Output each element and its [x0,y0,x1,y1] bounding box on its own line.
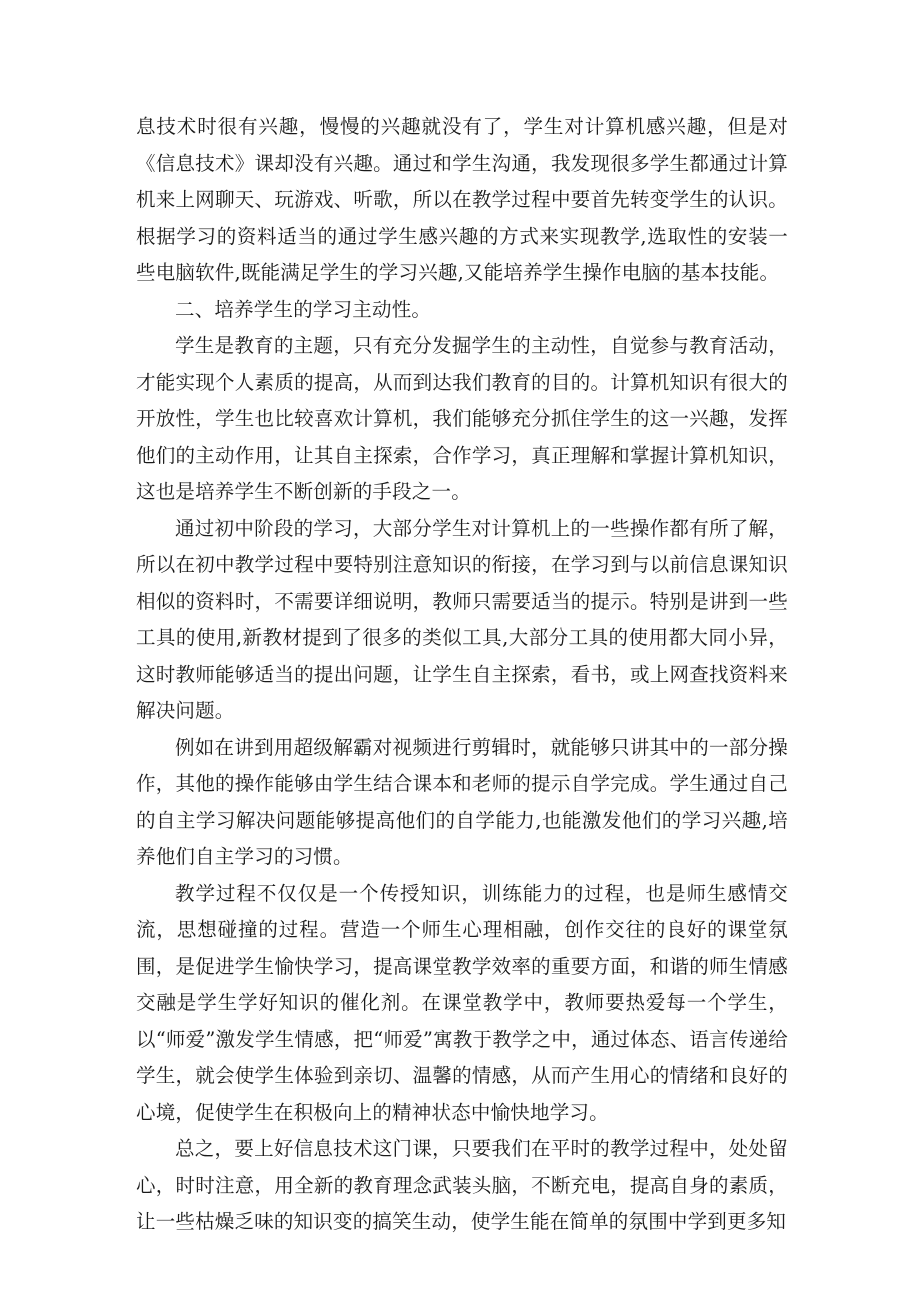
paragraph: 通过初中阶段的学习，大部分学生对计算机上的一些操作都有所了解，所以在初中教学过程中要特别注意知识的衔接，在学习到与以前信息课知识相似的资料时，不需要详细说明，教师只需要适当的提示。特别是讲到一些工具的使用,新教材提到了很多的类似工具,大部分工具的使用都大同小异，这时教师能够适当的提出问题，让学生自主探索，看书，或上网查找资料来解决问题。 [136,516,788,722]
section-heading: 二、培养学生的学习主动性。 [175,297,432,321]
document-body [136,109,788,1241]
paragraph: 例如在讲到用超级解霸对视频进行剪辑时，就能够只讲其中的一部分操作，其他的操作能够由学生结合课本和老师的提示自学完成。学生通过自己的自主学习解决问题能够提高他们的自学能力,也能激发他们的学习兴趣,培养他们自主学习的习惯。 [136,735,788,868]
paragraph: 学生是教育的主题，只有充分发掘学生的主动性，自觉参与教育活动，才能实现个人素质的提高，从而到达我们教育的目的。计算机知识有很大的开放性，学生也比较喜欢计算机，我们能够充分抓住学生的这一兴趣，发挥他们的主动作用，让其自主探索，合作学习，真正理解和掌握计算机知识，这也是培养学生不断创新的手段之一。 [136,334,788,503]
paragraph-continued: 息技术时很有兴趣，慢慢的兴趣就没有了，学生对计算机感兴趣，但是对《信息技术》课却没有兴趣。通过和学生沟通，我发现很多学生都通过计算机来上网聊天、玩游戏、听歌，所以在教学过程中要首先转变学生的认识。根据学习的资料适当的通过学生感兴趣的方式来实现教学,选取性的安装一些电脑软件,既能满足学生的学习兴趣,又能培养学生操作电脑的基本技能。 [136,115,788,284]
paragraph: 教学过程不仅仅是一个传授知识，训练能力的过程，也是师生感情交流，思想碰撞的过程。营造一个师生心理相融，创作交往的良好的课堂氛围，是促进学生愉快学习，提高课堂教学效率的重要方面，和谐的师生情感交融是学生学好知识的催化剂。在课堂教学中，教师要热爱每一个学生，以“师爱”激发学生情感，把“师爱”寓教于教学之中，通过体态、语言传递给学生，就会使学生体验到亲切、温馨的情感，从而产生用心的情绪和良好的心境，促使学生在积极向上的精神状态中愉快地学习。 [136,881,788,1124]
paragraph-truncated: 总之，要上好信息技术这门课，只要我们在平时的教学过程中，处处留心，时时注意，用全新的教育理念武装头脑，不断充电，提高自身的素质，让一些枯燥乏味的知识变的搞笑生动，使学生能在简单的氛围中学到更多知 [136,1137,788,1233]
